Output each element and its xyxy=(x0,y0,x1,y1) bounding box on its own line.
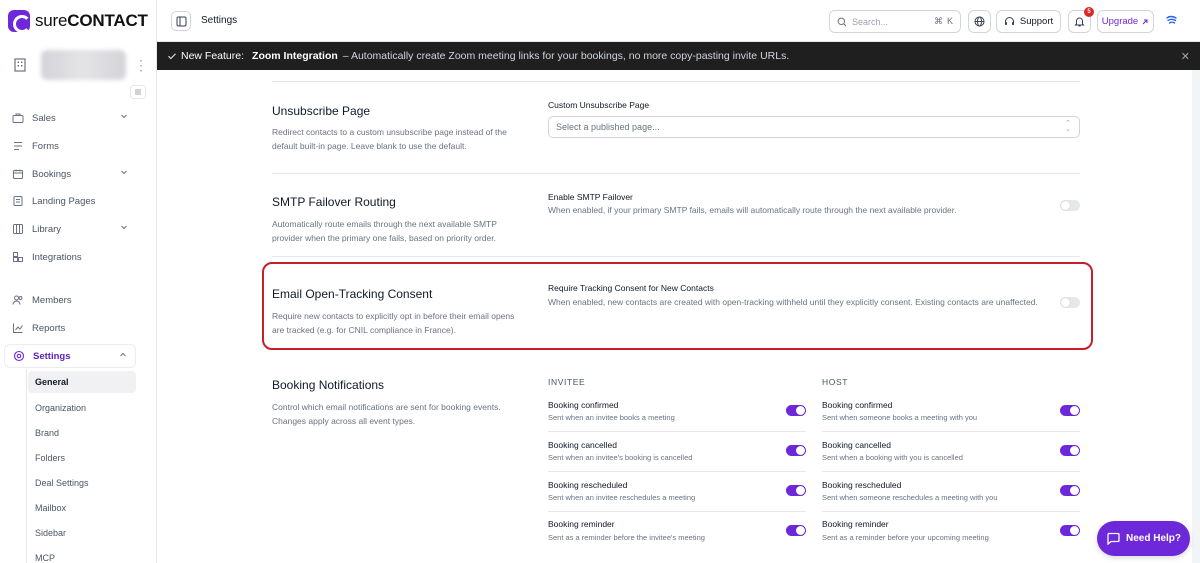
submenu-guide-line xyxy=(26,369,27,563)
notification-description: Sent when an invitee reschedules a meeting xyxy=(548,493,696,502)
page-icon xyxy=(11,194,25,208)
command-key: ⌘ xyxy=(933,16,943,26)
smtp-failover-toggle[interactable] xyxy=(1060,200,1080,211)
unsubscribe-select-placeholder: Select a published page... xyxy=(556,122,660,132)
banner-label: New Feature: xyxy=(181,50,245,62)
notification-description: Sent when a booking with you is cancelled xyxy=(822,453,963,462)
notification-title: Booking reminder xyxy=(548,519,615,529)
search-input[interactable] xyxy=(829,10,961,33)
calendar-icon xyxy=(11,167,25,181)
host-booking-cancelled-toggle[interactable] xyxy=(1060,445,1080,456)
sidebar-item-label: Settings xyxy=(33,350,71,362)
sidebar-subitem-brand[interactable]: Brand xyxy=(35,428,60,438)
sidebar-item-label: Library xyxy=(32,223,62,235)
sidebar-subitem-deal-settings[interactable]: Deal Settings xyxy=(35,478,89,488)
invitee-booking-cancelled-toggle[interactable] xyxy=(786,445,806,456)
invitee-booking-rescheduled-toggle[interactable] xyxy=(786,485,806,496)
sidebar-subitem-general[interactable]: General xyxy=(28,371,136,393)
sidebar-item-members[interactable] xyxy=(4,288,136,312)
invitee-booking-reminder-toggle[interactable] xyxy=(786,525,806,536)
sidebar xyxy=(0,0,157,563)
arrow-up-right-icon xyxy=(1141,18,1149,26)
bell-icon xyxy=(1074,16,1085,27)
scrollbar[interactable] xyxy=(1192,70,1200,563)
sidebar-item-sales[interactable] xyxy=(4,106,136,130)
smtp-title: SMTP Failover Routing xyxy=(272,195,396,209)
notification-title: Booking confirmed xyxy=(548,400,619,410)
close-icon[interactable]: ✕ xyxy=(1180,51,1190,63)
workspace-name-redacted xyxy=(41,50,126,80)
tracking-setting-description: When enabled, new contacts are created with open-tracking withheld until they explicitly consent. Existing contacts are unaffected. xyxy=(548,297,1038,307)
members-icon xyxy=(11,293,25,307)
chat-icon xyxy=(1106,532,1120,545)
sidebar-item-label: Forms xyxy=(32,140,59,152)
topbar xyxy=(157,0,1200,42)
sidebar-item-label: Landing Pages xyxy=(32,195,96,207)
sidebar-subitem-sidebar[interactable]: Sidebar xyxy=(35,528,67,538)
unsubscribe-title: Unsubscribe Page xyxy=(272,104,371,118)
row-divider xyxy=(548,511,806,512)
need-help-button[interactable] xyxy=(1097,521,1190,556)
notification-title: Booking reminder xyxy=(822,519,889,529)
check-icon xyxy=(167,51,177,61)
notification-title: Booking cancelled xyxy=(548,440,617,450)
banner-description: – Automatically create Zoom meeting links for your bookings, no more copy-pasting invite URLs. xyxy=(342,50,790,62)
row-divider xyxy=(548,431,806,432)
notification-title: Booking rescheduled xyxy=(548,480,628,490)
integrations-icon xyxy=(11,250,25,264)
notification-description: Sent when an invitee's booking is cancelled xyxy=(548,453,693,462)
notification-description: Sent as a reminder before your upcoming meeting xyxy=(822,533,989,542)
section-divider xyxy=(272,256,1080,257)
feature-announcement-banner xyxy=(157,42,1200,70)
sidebar-subitem-organization[interactable]: Organization xyxy=(35,403,87,413)
smtp-setting-title: Enable SMTP Failover xyxy=(548,192,633,202)
library-icon xyxy=(11,222,25,236)
sidebar-item-label: Members xyxy=(32,294,72,306)
unsubscribe-page-select[interactable] xyxy=(548,116,1080,138)
settings-icon xyxy=(12,349,26,363)
more-vertical-icon[interactable]: ⋮ xyxy=(134,57,148,73)
tracking-title: Email Open-Tracking Consent xyxy=(272,287,433,301)
brand-prefix: sure xyxy=(35,11,68,30)
support-label: Support xyxy=(1019,16,1054,27)
sidebar-item-label: Sales xyxy=(32,112,56,124)
invitee-booking-confirmed-toggle[interactable] xyxy=(786,405,806,416)
sidebar-item-label: Reports xyxy=(32,322,66,334)
chart-icon xyxy=(11,321,25,335)
sidebar-item-bookings[interactable] xyxy=(4,162,136,186)
notifications-button[interactable] xyxy=(1068,10,1091,33)
panel-left-icon xyxy=(176,16,187,27)
sidebar-subitem-folders[interactable]: Folders xyxy=(35,453,66,463)
banner-feature[interactable]: Zoom Integration xyxy=(252,50,338,62)
booking-title: Booking Notifications xyxy=(272,378,385,392)
row-divider xyxy=(548,471,806,472)
tracking-description: Require new contacts to explicitly opt in before their email opens are tracked (e.g. for CNIL compliance in France). xyxy=(272,311,515,335)
headset-icon xyxy=(1004,16,1015,27)
language-button[interactable] xyxy=(968,10,991,33)
logo-icon xyxy=(8,10,30,32)
notification-description: Sent when someone reschedules a meeting with you xyxy=(822,493,998,502)
search-icon xyxy=(837,17,847,27)
smtp-description: Automatically route emails through the next available SMTP provider when the primary one fails, based on priority order. xyxy=(272,219,497,243)
workspace-switcher[interactable] xyxy=(8,45,148,85)
page-title: Settings xyxy=(201,15,238,26)
form-icon xyxy=(11,139,25,153)
chevron-down-icon xyxy=(120,112,128,123)
upgrade-label: Upgrade xyxy=(1101,16,1139,27)
need-help-label: Need Help? xyxy=(1125,533,1181,544)
sidebar-item-label: Integrations xyxy=(32,251,82,263)
sidebar-subitem-mailbox[interactable]: Mailbox xyxy=(35,503,67,513)
notification-description: Sent when an invitee books a meeting xyxy=(548,413,675,422)
unsubscribe-field-label: Custom Unsubscribe Page xyxy=(548,100,650,110)
host-column-header: HOST xyxy=(822,377,849,387)
chevron-up-down-icon: ⌃ ⌄ xyxy=(1065,120,1071,133)
row-divider xyxy=(822,471,1080,472)
invitee-column-header: INVITEE xyxy=(548,377,586,387)
chevron-down-icon xyxy=(120,168,128,179)
sidebar-item-forms[interactable] xyxy=(4,134,136,158)
brand-mark-icon[interactable] xyxy=(1165,13,1179,30)
building-icon xyxy=(8,52,33,78)
k-key: K xyxy=(946,16,953,26)
notification-description: Sent as a reminder before the invitee's meeting xyxy=(548,533,705,542)
smtp-setting-description: When enabled, if your primary SMTP fails, emails will automatically route through the next available provider. xyxy=(548,205,957,215)
booking-description: Control which email notifications are sent for booking events. Changes apply across all event types. xyxy=(272,402,501,426)
highlight-outline xyxy=(262,262,1093,350)
sidebar-item-library[interactable] xyxy=(4,217,136,241)
sidebar-item-reports[interactable] xyxy=(4,316,136,340)
chevron-up-icon xyxy=(119,351,127,362)
globe-icon xyxy=(974,16,985,27)
sidebar-subitem-mcp[interactable]: MCP xyxy=(35,553,55,563)
row-divider xyxy=(822,431,1080,432)
unsubscribe-description: Redirect contacts to a custom unsubscribe page instead of the default built-in page. Leave blank to use the default. xyxy=(272,127,507,151)
section-divider xyxy=(272,173,1080,174)
sidebar-item-landing-pages[interactable] xyxy=(4,189,136,213)
brand-suffix: CONTACT xyxy=(67,11,148,30)
sidebar-item-label: Bookings xyxy=(32,168,72,180)
host-booking-rescheduled-toggle[interactable] xyxy=(1060,485,1080,496)
search-placeholder: Search... xyxy=(852,16,889,27)
notification-title: Booking cancelled xyxy=(822,440,891,450)
tracking-setting-title: Require Tracking Consent for New Contacts xyxy=(548,283,714,293)
section-divider xyxy=(272,81,1080,82)
search-shortcut xyxy=(934,16,953,27)
sidebar-collapse-icon[interactable] xyxy=(130,85,146,99)
support-button[interactable] xyxy=(996,10,1061,33)
sidebar-toggle-button[interactable] xyxy=(171,11,191,31)
notification-title: Booking confirmed xyxy=(822,400,893,410)
notification-badge: 5 xyxy=(1084,7,1094,17)
chevron-down-icon xyxy=(120,223,128,234)
row-divider xyxy=(822,511,1080,512)
upgrade-button[interactable] xyxy=(1097,10,1154,33)
host-booking-reminder-toggle[interactable] xyxy=(1060,525,1080,536)
notification-description: Sent when someone books a meeting with you xyxy=(822,413,978,422)
briefcase-icon xyxy=(11,111,25,125)
host-booking-confirmed-toggle[interactable] xyxy=(1060,405,1080,416)
brand-logo[interactable] xyxy=(8,9,148,33)
sidebar-item-settings[interactable] xyxy=(4,344,136,368)
sidebar-item-integrations[interactable] xyxy=(4,245,136,269)
notification-title: Booking rescheduled xyxy=(822,480,902,490)
